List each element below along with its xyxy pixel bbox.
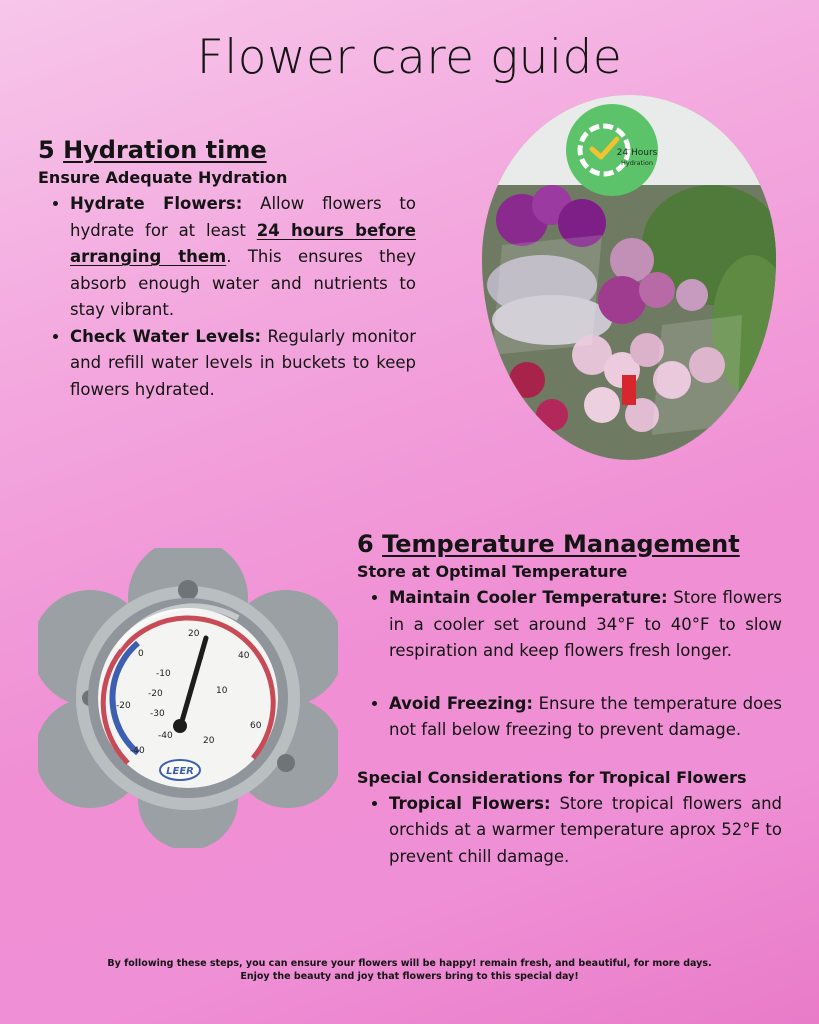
gauge-c-tick: -40 [158, 731, 173, 741]
item-label: Maintain Cooler Temperature: [389, 588, 668, 607]
list-item [389, 791, 782, 871]
gauge-c-tick: -30 [150, 709, 165, 719]
gauge-c-tick: -10 [156, 669, 171, 679]
item-label: Check Water Levels: [70, 326, 262, 346]
gauge-f-tick: -40 [130, 746, 145, 756]
tropical-list [357, 791, 782, 871]
hydration-heading [38, 136, 416, 164]
gauge-f-tick: 0 [138, 649, 144, 659]
gauge-f-tick: -20 [116, 701, 131, 711]
hydration-section [38, 136, 416, 403]
temperature-title: Temperature Management [382, 530, 740, 558]
footer-line2: Enjoy the beauty and joy that flowers bring to this special day! [240, 971, 579, 982]
item-text: . This ensures they absorb enough water and nutrients to stay vibrant. [70, 247, 417, 319]
temperature-number: 6 [357, 530, 374, 558]
hydration-subheading: Ensure Adequate Hydration [38, 168, 288, 187]
item-highlight: 24 hours before arranging them [70, 220, 416, 266]
item-label: Hydrate Flowers: [70, 194, 243, 213]
badge-line1: 24 Hours [616, 148, 658, 158]
gauge-c-tick: 20 [203, 736, 215, 746]
item-label: Tropical Flowers: [389, 793, 551, 813]
hydration-list [38, 191, 416, 403]
hydration-badge [566, 104, 658, 196]
item-text: Store tropical flowers and orchids at a warmer temperature aprox 52°F to prevent chill damage. [389, 793, 782, 866]
temperature-heading [357, 530, 782, 558]
thermometer-illustration [38, 548, 338, 848]
list-item [389, 585, 782, 665]
item-text: Regularly monitor and refill water levels in buckets to keep flowers hydrated. [70, 326, 416, 399]
item-label: Avoid Freezing: [389, 693, 533, 713]
gauge-f-tick: 20 [188, 629, 200, 639]
footer [0, 957, 819, 983]
item-text: Store flowers in a cooler set around 34°F to 40°F to slow respiration and keep flowers fresh longer. [389, 588, 782, 660]
badge-line2: Hydration [621, 159, 653, 167]
item-text: Ensure the temperature does not fall below freezing to prevent damage. [389, 693, 782, 739]
temperature-section [357, 530, 782, 870]
footer-line1: By following these steps, you can ensure your flowers will be happy! remain fresh, and beautiful, for more days. [107, 958, 712, 969]
item-text: Allow flowers to hydrate for at least [70, 194, 416, 240]
gauge-brand: LEER [166, 766, 194, 777]
hydration-title: Hydration time [63, 136, 267, 164]
gauge-f-tick: 40 [238, 651, 250, 661]
tropical-subheading: Special Considerations for Tropical Flowers [357, 767, 747, 787]
temperature-list [357, 585, 782, 744]
flowers-illustration [482, 95, 776, 460]
gauge-c-tick: 10 [216, 686, 228, 696]
hydration-number: 5 [38, 136, 55, 164]
list-item [70, 191, 416, 324]
list-item [70, 324, 416, 404]
thermometer-photo [38, 548, 338, 848]
page-title: Flower care guide [196, 30, 623, 85]
gauge-f-tick: 60 [250, 721, 262, 731]
gauge-c-tick: -20 [148, 689, 163, 699]
list-item [389, 691, 782, 744]
flowers-photo [482, 95, 776, 460]
temperature-subheading: Store at Optimal Temperature [357, 562, 628, 581]
